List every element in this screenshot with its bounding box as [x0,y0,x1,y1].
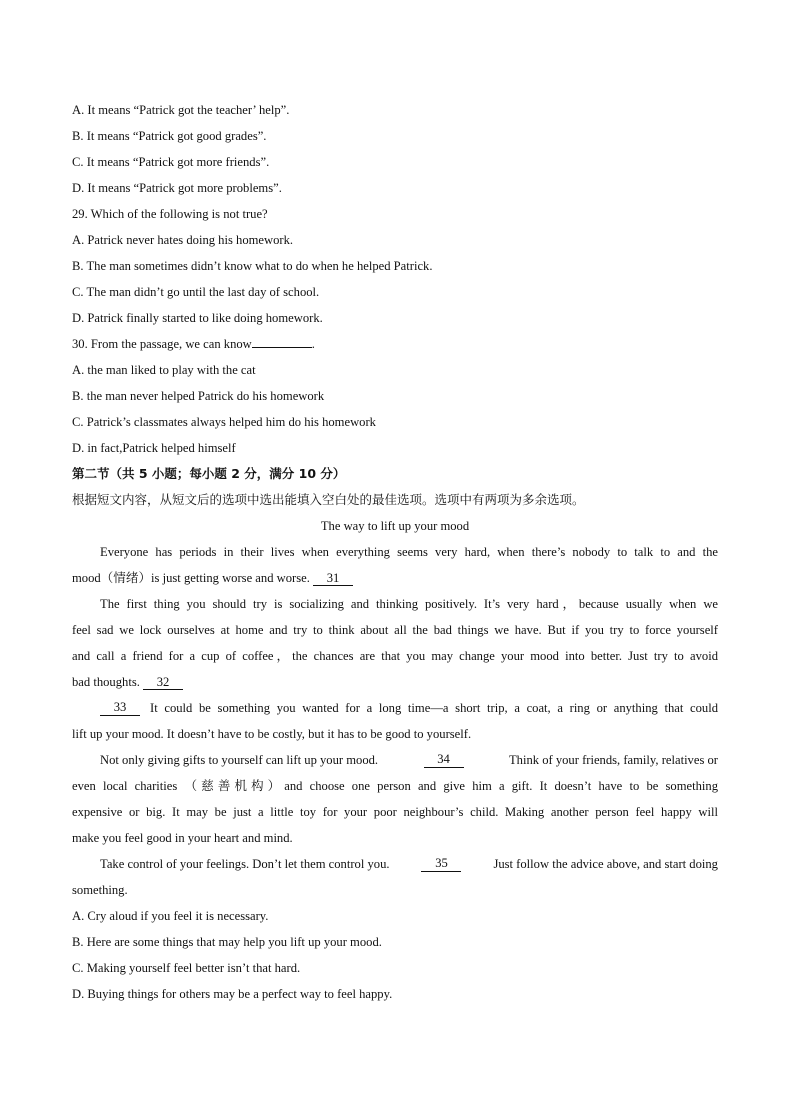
passage-p1-line1: Everyone has periods in their lives when everything seems very hard, when there’s nobody to talk to and the [100,545,718,559]
q30-option-b: B. the man never helped Patrick do his homework [72,389,325,403]
passage-p5-text-b: Just follow the advice above, and start doing [493,857,718,871]
q30-question-end: . [311,337,315,351]
passage-p1-text: mood（情绪）is just getting worse and worse. [72,571,310,585]
q28-option-c: C. It means “Patrick got more friends”. [72,155,270,169]
passage-p4-line3: expensive or big. It may be just a little toy for your poor neighbour’s child. Making another person feel happy will [72,805,718,819]
blank-31: 31 [313,571,353,586]
passage-p5-line2: something. [72,883,128,897]
passage-p1-line2 [72,570,353,586]
q29-question: 29. Which of the following is not true? [72,207,268,221]
passage-p4-text-b: Think of your friends, family, relatives or [508,753,718,767]
passage-p4-line1 [100,752,718,768]
q30-answer-blank [252,347,312,348]
passage-p3-text: It could be something you wanted for a long time—a short trip, a coat, a ring or anything that could [150,701,718,715]
passage-p2-line3: and call a friend for a cup of coffee，the chances are that you may change your mood into better. Just try to avoid [72,649,718,663]
blank-35: 35 [421,856,461,872]
passage-p5-text-a: Take control of your feelings. Don’t let them control you. [100,857,390,871]
section2-option-a: A. Cry aloud if you feel it is necessary. [72,909,269,923]
q29-option-d: D. Patrick finally started to like doing homework. [72,311,323,325]
section-heading: 第二节（共 5 小题；每小题 2 分，满分 10 分） [72,466,346,481]
q30-question-line [72,336,315,352]
q28-option-b: B. It means “Patrick got good grades”. [72,129,267,143]
q29-option-b: B. The man sometimes didn’t know what to do when he helped Patrick. [72,259,433,273]
q29-option-c: C. The man didn’t go until the last day of school. [72,285,320,299]
section-instruction: 根据短文内容，从短文后的选项中选出能填入空白处的最佳选项。选项中有两项为多余选项。 [72,492,585,507]
blank-32: 32 [143,675,183,690]
passage-p2-line4 [72,674,183,690]
q28-option-a: A. It means “Patrick got the teacher’ help”. [72,103,290,117]
blank-33: 33 [100,700,140,716]
passage-p5-line1 [100,856,718,872]
passage-p3-line2: lift up your mood. It doesn’t have to be costly, but it has to be good to yourself. [72,727,472,741]
q30-option-a: A. the man liked to play with the cat [72,363,256,377]
passage-p2-line2: feel sad we lock ourselves at home and try to think about all the bad things we have. But if you try to force yourself [72,623,718,637]
q28-option-d: D. It means “Patrick got more problems”. [72,181,282,195]
section2-option-b: B. Here are some things that may help you lift up your mood. [72,935,382,949]
passage-p2-text: bad thoughts. [72,675,140,689]
section2-option-c: C. Making yourself feel better isn’t that hard. [72,961,301,975]
q30-option-d: D. in fact,Patrick helped himself [72,441,236,455]
passage-title: The way to lift up your mood [320,519,470,533]
passage-p4-text-a: Not only giving gifts to yourself can lift up your mood. [100,753,379,767]
q30-option-c: C. Patrick’s classmates always helped him do his homework [72,415,376,429]
section2-option-d: D. Buying things for others may be a perfect way to feel happy. [72,987,393,1001]
q30-question: 30. From the passage, we can know [72,337,252,351]
q29-option-a: A. Patrick never hates doing his homework. [72,233,294,247]
passage-p2-line1: The first thing you should try is socializing and thinking positively. It’s very hard，because usually when we [100,597,718,611]
passage-p3-line1 [100,700,718,716]
blank-34: 34 [424,752,464,768]
passage-p4-line2: even local charities （慈善机构）and choose one person and give him a gift. It doesn’t have to be something [72,779,718,793]
passage-p4-line4: make you feel good in your heart and mind. [72,831,293,845]
